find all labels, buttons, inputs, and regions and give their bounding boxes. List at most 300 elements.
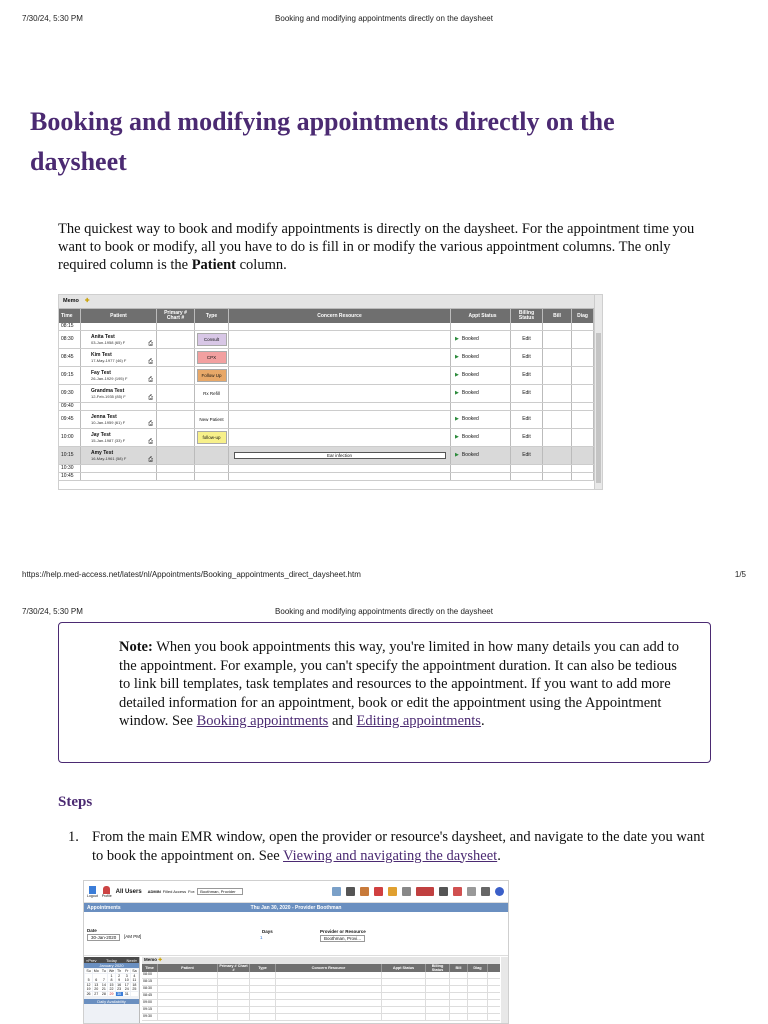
time-cell: 09:45 <box>59 411 81 428</box>
appt-status-cell[interactable] <box>451 367 511 384</box>
patient-cell[interactable] <box>81 331 157 348</box>
print-header <box>22 14 746 26</box>
emr-cell[interactable] <box>450 979 468 985</box>
table-row[interactable] <box>59 367 602 385</box>
emr-cell[interactable] <box>276 1014 382 1020</box>
time-cell: 08:45 <box>59 349 81 366</box>
emr-cell[interactable] <box>450 1014 468 1020</box>
emr-cell[interactable] <box>218 1014 250 1020</box>
billing-status-cell[interactable]: Edit <box>511 349 543 366</box>
emr-cell[interactable] <box>250 1007 276 1013</box>
patient-dob: 16-May-1961 (58) F <box>91 455 127 461</box>
type-cell[interactable] <box>195 331 229 348</box>
emr-cell[interactable] <box>426 1007 450 1013</box>
emr-cell[interactable] <box>218 993 250 999</box>
calendar-day[interactable]: 27 <box>94 991 99 996</box>
calendar-day[interactable]: 6 <box>93 978 100 982</box>
calendar-day[interactable]: 22 <box>109 987 114 991</box>
toolbar-icon-2[interactable] <box>346 887 355 896</box>
patient-name: Amy Test <box>91 449 114 456</box>
patient-name: Kim Test <box>91 351 112 358</box>
emr-time-cell: 09:15 <box>142 1007 158 1013</box>
calendar-day[interactable]: 8 <box>108 978 115 982</box>
bill-cell[interactable] <box>543 323 572 330</box>
appt-status-cell[interactable] <box>451 385 511 402</box>
appt-status-cell[interactable] <box>451 465 511 472</box>
concern-cell[interactable] <box>229 473 451 480</box>
emr-cell[interactable] <box>468 972 488 978</box>
help-icon[interactable] <box>495 887 504 896</box>
type-badge[interactable]: Follow Up <box>197 369 227 382</box>
emr-cell[interactable] <box>426 993 450 999</box>
col-concern: Concern Resource <box>229 309 451 323</box>
emr-cell[interactable] <box>382 979 426 985</box>
calendar-day[interactable]: 26 <box>86 991 91 996</box>
time-cell: 09:15 <box>59 367 81 384</box>
calendar-day[interactable]: 14 <box>101 982 106 987</box>
emr-cell[interactable] <box>158 993 218 999</box>
emr-cell[interactable] <box>250 972 276 978</box>
emr-cell[interactable] <box>158 972 218 978</box>
time-cell: 10:15 <box>59 447 81 464</box>
appointments-section-label: Appointments <box>87 904 121 911</box>
emr-time-cell: 08:15 <box>142 979 158 985</box>
emr-add-memo-icon[interactable]: ✚ <box>158 957 163 962</box>
diag-cell[interactable] <box>572 465 594 472</box>
chart-cell[interactable] <box>157 465 195 472</box>
print-datetime-2: 7/30/24, 5:30 PM <box>22 607 83 616</box>
type-badge[interactable]: New Patient <box>199 417 224 422</box>
next-button[interactable]: Next» <box>126 957 137 963</box>
type-cell[interactable] <box>195 411 229 428</box>
chart-cell[interactable] <box>157 447 195 464</box>
emr-cell[interactable] <box>158 986 218 992</box>
toolbar-icon-8[interactable] <box>439 887 448 896</box>
table-row[interactable] <box>59 447 602 465</box>
patient-cell[interactable] <box>81 429 157 446</box>
patient-name: Grandma Test <box>91 387 125 394</box>
emr-cell[interactable] <box>158 1007 218 1013</box>
calendar-day[interactable]: 19 <box>86 987 91 991</box>
diag-cell[interactable] <box>572 323 594 330</box>
concern-cell[interactable] <box>229 349 451 366</box>
print-icon[interactable]: ⎙ <box>148 457 153 463</box>
print-datetime: 7/30/24, 5:30 PM <box>22 14 83 23</box>
emr-cell[interactable] <box>250 979 276 985</box>
concern-cell[interactable] <box>229 429 451 446</box>
type-badge[interactable]: follow-up <box>197 431 227 444</box>
editing-appointments-link[interactable]: Editing appointments <box>356 713 481 729</box>
table-row[interactable] <box>59 403 602 411</box>
memo-bar[interactable]: Memo ✚ <box>59 295 602 309</box>
appt-status-cell[interactable] <box>451 331 511 348</box>
table-row[interactable] <box>59 429 602 447</box>
calendar-day <box>100 974 107 978</box>
calendar-day[interactable]: 2 <box>116 974 123 978</box>
patient-cell[interactable] <box>81 465 157 472</box>
diag-cell[interactable] <box>572 385 594 402</box>
appt-status-cell[interactable] <box>451 323 511 330</box>
toolbar-icon-10[interactable] <box>467 887 476 896</box>
billing-status-cell[interactable]: Edit <box>511 331 543 348</box>
type-cell[interactable] <box>195 447 229 464</box>
print-footer <box>22 570 746 582</box>
billing-status-cell[interactable]: Edit <box>511 447 543 464</box>
logout-button[interactable]: Logout <box>87 886 98 898</box>
calendar-day[interactable]: 29 <box>109 991 114 996</box>
emr-cell[interactable] <box>426 972 450 978</box>
diag-cell[interactable] <box>572 411 594 428</box>
patient-cell[interactable] <box>81 323 157 330</box>
bill-cell[interactable] <box>543 447 572 464</box>
toolbar-icon-7[interactable] <box>416 887 434 896</box>
emr-memo-bar[interactable]: Memo ✚ <box>142 957 500 964</box>
emr-cell[interactable] <box>468 1014 488 1020</box>
calendar-day[interactable]: 21 <box>101 987 106 991</box>
type-cell[interactable] <box>195 403 229 410</box>
mini-calendar <box>84 957 140 1024</box>
toolbar-icon-11[interactable] <box>481 887 490 896</box>
emr-table-row[interactable] <box>142 1007 500 1014</box>
status-arrow-icon[interactable]: ▶ <box>455 390 459 396</box>
ampm-toggle[interactable]: [AM PM] <box>124 934 142 939</box>
emr-table-row[interactable] <box>142 979 500 986</box>
emr-cell[interactable] <box>450 1007 468 1013</box>
profile-icon <box>103 886 110 894</box>
toolbar-icon-1[interactable] <box>332 887 341 896</box>
time-cell: 10:30 <box>59 465 81 472</box>
emr-table-row[interactable] <box>142 1000 500 1007</box>
type-cell[interactable] <box>195 473 229 480</box>
bill-cell[interactable] <box>543 473 572 480</box>
billing-status-cell[interactable]: Edit <box>511 385 543 402</box>
booking-appointments-link[interactable]: Booking appointments <box>196 713 329 729</box>
calendar-day[interactable]: 3 <box>123 974 130 978</box>
emr-table-row[interactable] <box>142 986 500 993</box>
bill-cell[interactable] <box>543 367 572 384</box>
concern-cell[interactable] <box>229 465 451 472</box>
profile-button[interactable]: Profile <box>102 886 112 898</box>
calendar-day[interactable]: 25 <box>132 987 137 991</box>
concern-input[interactable]: Ear infection <box>234 452 446 459</box>
bill-cell[interactable] <box>543 349 572 366</box>
patient-cell[interactable] <box>81 411 157 428</box>
weekday-label: Sa <box>132 969 137 973</box>
calendar-grid <box>84 968 139 997</box>
patient-cell[interactable] <box>81 447 157 464</box>
emr-cell[interactable] <box>450 1000 468 1006</box>
status-text: Booked <box>461 354 479 360</box>
billing-status-cell[interactable]: Edit <box>511 367 543 384</box>
type-cell[interactable] <box>195 349 229 366</box>
billing-status-cell[interactable] <box>511 323 543 330</box>
patient-name: Anita Test <box>91 333 115 340</box>
table-row[interactable] <box>59 331 602 349</box>
table-row[interactable] <box>59 349 602 367</box>
calendar-day[interactable]: 11 <box>132 978 137 982</box>
table-row[interactable] <box>59 411 602 429</box>
all-users-label[interactable]: All Users <box>115 888 142 895</box>
appt-status-cell[interactable] <box>451 349 511 366</box>
chart-cell[interactable] <box>157 367 195 384</box>
appt-status-cell[interactable] <box>451 429 511 446</box>
diag-cell[interactable] <box>572 403 594 410</box>
calendar-day[interactable]: 12 <box>86 982 91 987</box>
viewing-daysheet-link[interactable]: Viewing and navigating the daysheet <box>283 847 498 864</box>
emr-cell[interactable] <box>250 986 276 992</box>
prev-button[interactable]: «Prev <box>86 957 97 963</box>
emr-cell[interactable] <box>276 972 382 978</box>
bill-cell[interactable] <box>543 411 572 428</box>
emr-cell[interactable] <box>382 1000 426 1006</box>
patient-dob: 15-Jan-1987 (33) F <box>91 437 126 443</box>
chart-cell[interactable] <box>157 349 195 366</box>
calendar-day[interactable]: 31 <box>124 991 129 996</box>
billing-status-cell[interactable] <box>511 473 543 480</box>
patient-cell[interactable] <box>81 385 157 402</box>
type-badge[interactable]: Rx Refill <box>203 391 220 396</box>
diag-cell[interactable] <box>572 447 594 464</box>
appt-status-cell[interactable] <box>451 411 511 428</box>
weekday-label: We <box>108 969 115 973</box>
bill-cell[interactable] <box>543 465 572 472</box>
emr-cell[interactable] <box>382 972 426 978</box>
type-cell[interactable] <box>195 465 229 472</box>
col-time: Time <box>59 309 81 323</box>
table-row[interactable] <box>59 465 602 473</box>
emr-cell[interactable] <box>468 979 488 985</box>
emr-cell[interactable] <box>218 986 250 992</box>
emr-cell[interactable] <box>250 993 276 999</box>
calendar-day[interactable]: 20 <box>94 987 99 991</box>
concern-cell[interactable] <box>229 411 451 428</box>
bill-cell[interactable] <box>543 429 572 446</box>
toolbar-icons <box>327 887 504 896</box>
add-memo-icon[interactable]: ✚ <box>84 298 90 304</box>
print-icon[interactable]: ⎙ <box>148 359 153 365</box>
weekday-label: Fr <box>125 969 129 973</box>
emr-cell[interactable] <box>468 993 488 999</box>
patient-cell[interactable] <box>81 403 157 410</box>
diag-cell[interactable] <box>572 331 594 348</box>
status-text: Booked <box>461 390 479 396</box>
chart-cell[interactable] <box>157 429 195 446</box>
toolbar-icon-4[interactable] <box>374 887 383 896</box>
home-icon[interactable] <box>360 887 369 896</box>
chart-cell[interactable] <box>157 411 195 428</box>
print-page-number: 1/5 <box>734 570 746 579</box>
patient-dob: 10-Jan-1959 (61) F <box>91 419 126 425</box>
time-cell: 09:40 <box>59 403 81 410</box>
emr-cell[interactable] <box>426 986 450 992</box>
emr-cell[interactable] <box>276 979 382 985</box>
emr-cell[interactable] <box>382 1014 426 1020</box>
patient-dob: 12-Feb-1935 (85) F <box>91 393 126 399</box>
intro-paragraph: The quickest way to book and modify appointments is directly on the daysheet. For the appointment time you want to book or modify, all you have to do is fill in or modify the various appointment columns. The only required column is the Patient column. <box>58 221 695 273</box>
type-cell[interactable] <box>195 367 229 384</box>
calendar-day[interactable]: 10 <box>124 978 129 982</box>
patient-cell[interactable] <box>81 473 157 480</box>
emr-cell[interactable] <box>276 1000 382 1006</box>
appt-status-cell[interactable] <box>451 403 511 410</box>
time-cell: 09:30 <box>59 385 81 402</box>
emr-cell[interactable] <box>218 979 250 985</box>
patient-name: Jay Test <box>91 431 111 438</box>
concern-cell[interactable] <box>229 323 451 330</box>
calendar-day[interactable]: 13 <box>94 982 99 987</box>
emr-cell[interactable] <box>382 1007 426 1013</box>
emr-cell[interactable] <box>276 993 382 999</box>
status-text: Booked <box>461 434 479 440</box>
appt-status-cell[interactable] <box>451 447 511 464</box>
emr-toolbar: Logout Profile All Users ADMIN Filled Access For: Boothman, Provider <box>84 881 508 903</box>
calendar-day[interactable]: 23 <box>117 987 122 991</box>
status-text: Booked <box>461 416 479 422</box>
print-icon[interactable]: ⎙ <box>148 377 153 383</box>
user-name: ADMIN <box>147 889 161 894</box>
calendar-day[interactable]: 18 <box>132 982 137 987</box>
emr-cell[interactable] <box>218 972 250 978</box>
status-arrow-icon[interactable]: ▶ <box>455 452 459 458</box>
emr-cell[interactable] <box>250 1000 276 1006</box>
calendar-day[interactable]: 5 <box>85 978 92 982</box>
scrollbar-thumb[interactable] <box>596 333 601 483</box>
emr-cell[interactable] <box>468 1000 488 1006</box>
bill-cell[interactable] <box>543 403 572 410</box>
billing-status-cell[interactable]: Edit <box>511 411 543 428</box>
patient-name: Fay Test <box>91 369 111 376</box>
concern-cell[interactable] <box>229 367 451 384</box>
emr-cell[interactable] <box>468 1007 488 1013</box>
daily-availability-label: Daily Availability <box>84 999 139 1004</box>
chart-cell[interactable] <box>157 403 195 410</box>
patient-cell[interactable] <box>81 349 157 366</box>
print-icon[interactable]: ⎙ <box>148 395 153 401</box>
concern-cell[interactable] <box>229 403 451 410</box>
status-arrow-icon[interactable]: ▶ <box>455 434 459 440</box>
calendar-day[interactable]: 15 <box>109 982 114 987</box>
type-badge[interactable]: CPX <box>197 351 227 364</box>
print-icon[interactable]: ⎙ <box>148 421 153 427</box>
table-row[interactable] <box>59 473 602 481</box>
emr-cell[interactable] <box>450 986 468 992</box>
concern-cell[interactable] <box>229 331 451 348</box>
calendar-day[interactable]: 1 <box>108 974 115 978</box>
toolbar-icon-9[interactable] <box>453 887 462 896</box>
days-stepper[interactable]: 1 <box>260 935 263 940</box>
diag-cell[interactable] <box>572 367 594 384</box>
emr-cell[interactable] <box>158 1000 218 1006</box>
calendar-day[interactable]: 30 <box>117 991 122 996</box>
appointments-bar <box>84 903 508 912</box>
toolbar-icon-5[interactable] <box>388 887 397 896</box>
patient-cell[interactable] <box>81 367 157 384</box>
emr-cell[interactable] <box>450 993 468 999</box>
concern-cell[interactable] <box>229 447 451 464</box>
print-icon[interactable]: ⎙ <box>148 341 153 347</box>
note-label: Note: <box>119 639 153 655</box>
emr-cell[interactable] <box>450 972 468 978</box>
billing-status-cell[interactable]: Edit <box>511 429 543 446</box>
emr-cell[interactable] <box>276 1007 382 1013</box>
chart-cell[interactable] <box>157 323 195 330</box>
status-arrow-icon[interactable]: ▶ <box>455 354 459 360</box>
status-arrow-icon[interactable]: ▶ <box>455 336 459 342</box>
print-icon[interactable]: ⎙ <box>148 439 153 445</box>
emr-cell[interactable] <box>250 1014 276 1020</box>
diag-cell[interactable] <box>572 349 594 366</box>
date-input[interactable]: 30-Jan-2020 <box>87 934 120 941</box>
type-cell[interactable] <box>195 323 229 330</box>
emr-cell[interactable] <box>426 1014 450 1020</box>
calendar-day[interactable]: 24 <box>124 987 129 991</box>
chart-cell[interactable] <box>157 385 195 402</box>
table-row[interactable] <box>59 385 602 403</box>
appt-status-cell[interactable] <box>451 473 511 480</box>
emr-daysheet-header: Time Patient Primary # Chart # Type Concern Resource Appt Status Billing Status Bill Diag <box>142 964 500 972</box>
emr-scrollbar[interactable] <box>501 957 508 1023</box>
bill-cell[interactable] <box>543 385 572 402</box>
logout-icon <box>89 886 96 894</box>
emr-table-row[interactable] <box>142 993 500 1000</box>
emr-cell[interactable] <box>218 1007 250 1013</box>
emr-daysheet-rows <box>142 972 500 1021</box>
time-cell: 08:15 <box>59 323 81 330</box>
calendar-day[interactable]: 9 <box>116 978 123 982</box>
concern-cell[interactable] <box>229 385 451 402</box>
toolbar-icon-6[interactable] <box>402 887 411 896</box>
billing-status-cell[interactable] <box>511 465 543 472</box>
emr-cell[interactable] <box>158 1014 218 1020</box>
emr-table-row[interactable] <box>142 1014 500 1021</box>
emr-cell[interactable] <box>382 986 426 992</box>
time-cell: 08:30 <box>59 331 81 348</box>
type-badge[interactable]: Consult <box>197 333 227 346</box>
table-row[interactable] <box>59 323 602 331</box>
time-cell: 10:00 <box>59 429 81 446</box>
note-box: Note: When you book appointments this way, you're limited in how many details you can add to the appointment. For example, you can't specify the appointment duration. It can also be tedious to link bill templates, task templates and resources to the appointment. If you want to add more detailed information for an appointment, book or edit the appointment using the Appointment window. See Booking appointments and Editing appointments. <box>58 622 711 763</box>
status-arrow-icon[interactable]: ▶ <box>455 416 459 422</box>
today-button[interactable]: Today <box>106 957 117 963</box>
emr-cell[interactable] <box>158 979 218 985</box>
diag-cell[interactable] <box>572 473 594 480</box>
calendar-day[interactable]: 28 <box>101 991 106 996</box>
billing-status-cell[interactable] <box>511 403 543 410</box>
emr-cell[interactable] <box>426 1000 450 1006</box>
emr-cell[interactable] <box>426 979 450 985</box>
bill-cell[interactable] <box>543 331 572 348</box>
emr-cell[interactable] <box>276 986 382 992</box>
emr-time-cell: 08:45 <box>142 993 158 999</box>
calendar-day[interactable]: 17 <box>124 982 129 987</box>
provider-select[interactable]: Boothman, Provider <box>197 888 242 895</box>
emr-cell[interactable] <box>218 1000 250 1006</box>
chart-cell[interactable] <box>157 473 195 480</box>
type-cell[interactable] <box>195 385 229 402</box>
emr-cell[interactable] <box>468 986 488 992</box>
status-arrow-icon[interactable]: ▶ <box>455 372 459 378</box>
type-cell[interactable] <box>195 429 229 446</box>
diag-cell[interactable] <box>572 429 594 446</box>
daysheet-scrollbar[interactable] <box>594 295 602 489</box>
calendar-day[interactable]: 16 <box>117 982 122 987</box>
emr-cell[interactable] <box>382 993 426 999</box>
calendar-day[interactable]: 7 <box>100 978 107 982</box>
emr-table-row[interactable] <box>142 972 500 979</box>
calendar-day[interactable]: 4 <box>131 974 138 978</box>
provider-resource-select[interactable]: Boothman, Provi... <box>320 935 365 942</box>
chart-cell[interactable] <box>157 331 195 348</box>
